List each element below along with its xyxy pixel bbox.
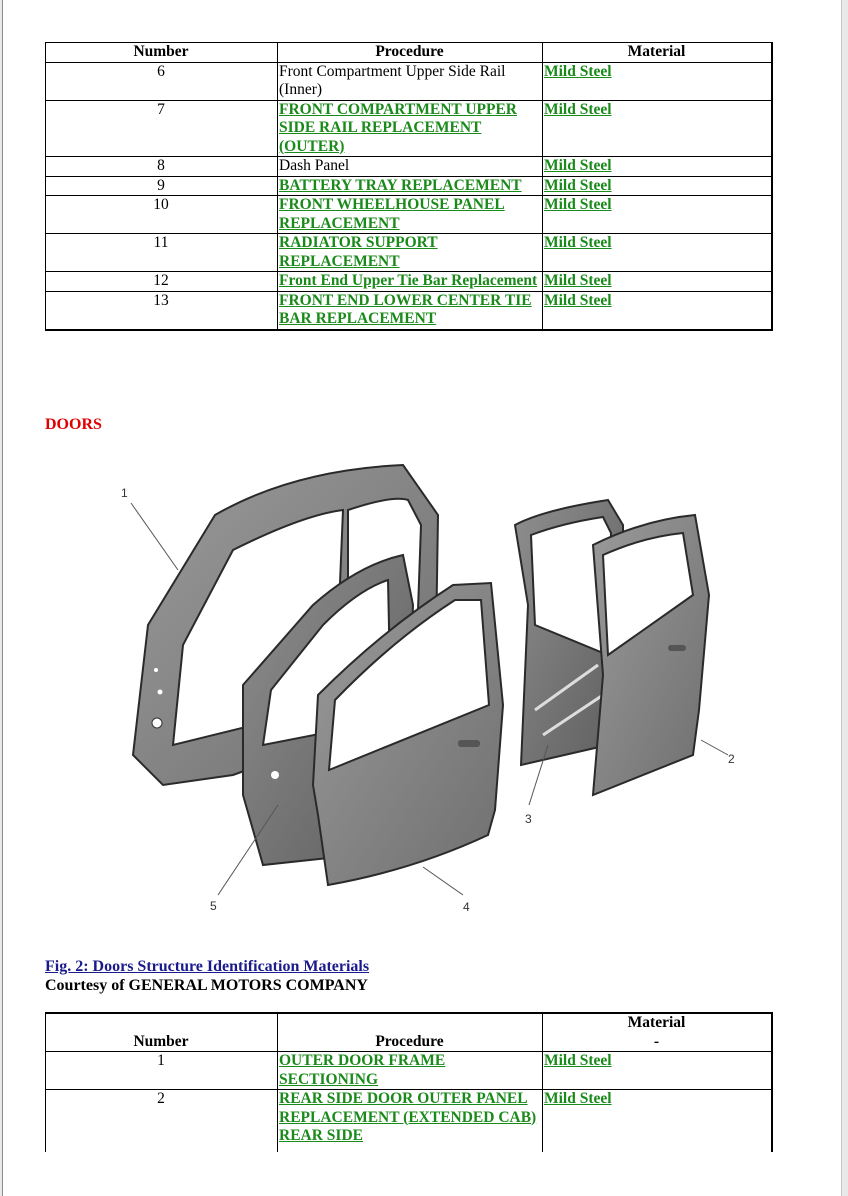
procedure-link[interactable]: Front End Upper Tie Bar Replacement bbox=[279, 272, 538, 289]
table-row bbox=[46, 157, 773, 177]
table-row bbox=[46, 291, 773, 330]
header-material-cell bbox=[543, 1013, 773, 1052]
figure-caption-link[interactable]: Fig. 2: Doors Structure Identification Materials bbox=[45, 958, 370, 975]
row-number: 8 bbox=[46, 157, 278, 177]
table-row bbox=[46, 234, 773, 272]
row-number: 6 bbox=[46, 62, 278, 100]
row-number: 12 bbox=[46, 272, 278, 292]
material-link[interactable]: Mild Steel bbox=[544, 100, 612, 118]
table-row bbox=[46, 1090, 773, 1153]
row-procedure: Front Compartment Upper Side Rail (Inner) bbox=[278, 62, 543, 100]
material-link[interactable]: Mild Steel bbox=[544, 272, 612, 289]
header-material-sub: - bbox=[653, 1032, 660, 1050]
table-row bbox=[46, 176, 773, 196]
table-header-row bbox=[46, 43, 773, 63]
materials-table-doors bbox=[45, 1012, 773, 1152]
material-link[interactable]: Mild Steel bbox=[544, 291, 612, 309]
callout-2: 2 bbox=[728, 752, 735, 766]
header-procedure: Procedure bbox=[278, 43, 543, 63]
header-material: Material bbox=[543, 43, 773, 63]
row-number: 2 bbox=[46, 1090, 278, 1153]
courtesy-line: Courtesy of GENERAL MOTORS COMPANY bbox=[45, 977, 368, 994]
procedure-link[interactable]: REAR SIDE DOOR OUTER PANEL REPLACEMENT (EXTENDED CAB) bbox=[279, 1090, 537, 1126]
procedure-link[interactable]: FRONT COMPARTMENT UPPER SIDE RAIL REPLACEMENT (OUTER) bbox=[279, 100, 517, 155]
callout-4: 4 bbox=[463, 900, 470, 914]
row-number: 11 bbox=[46, 234, 278, 272]
row-procedure: Dash Panel bbox=[278, 157, 543, 177]
material-link[interactable]: Mild Steel bbox=[544, 196, 612, 213]
table-row bbox=[46, 1052, 773, 1090]
table-row bbox=[46, 196, 773, 234]
header-number: Number bbox=[46, 1013, 278, 1052]
rear-door-outer bbox=[593, 515, 709, 795]
material-link[interactable]: Mild Steel bbox=[544, 234, 612, 251]
procedure-link[interactable]: FRONT WHEELHOUSE PANEL REPLACEMENT bbox=[279, 196, 505, 232]
table-row bbox=[46, 100, 773, 157]
row-number: 9 bbox=[46, 176, 278, 196]
material-link[interactable]: Mild Steel bbox=[544, 1090, 612, 1107]
table-header-row bbox=[46, 1013, 773, 1052]
row-number: 13 bbox=[46, 291, 278, 330]
document-page bbox=[2, 0, 842, 1196]
table-row bbox=[46, 272, 773, 292]
callout-3: 3 bbox=[525, 812, 532, 826]
figure-caption bbox=[45, 957, 369, 995]
procedure-link[interactable]: OUTER DOOR FRAME SECTIONING bbox=[279, 1052, 446, 1088]
materials-table-top bbox=[45, 42, 773, 331]
section-heading-doors: DOORS bbox=[45, 416, 102, 433]
callout-1: 1 bbox=[121, 486, 128, 500]
doors-structure-illustration bbox=[103, 455, 763, 915]
procedure-link-extra[interactable]: REAR SIDE bbox=[279, 1127, 363, 1144]
header-number: Number bbox=[46, 43, 278, 63]
material-link[interactable]: Mild Steel bbox=[544, 62, 612, 80]
callout-5: 5 bbox=[210, 899, 217, 913]
procedure-link[interactable]: RADIATOR SUPPORT REPLACEMENT bbox=[279, 234, 438, 270]
material-link[interactable]: Mild Steel bbox=[544, 176, 612, 194]
material-link[interactable]: Mild Steel bbox=[544, 1052, 612, 1069]
row-number: 7 bbox=[46, 100, 278, 157]
procedure-link[interactable]: BATTERY TRAY REPLACEMENT bbox=[279, 176, 522, 194]
header-material: Material bbox=[627, 1014, 686, 1031]
header-procedure: Procedure bbox=[278, 1013, 543, 1052]
table-row bbox=[46, 62, 773, 100]
material-link[interactable]: Mild Steel bbox=[544, 157, 612, 174]
row-number: 10 bbox=[46, 196, 278, 234]
procedure-link[interactable]: FRONT END LOWER CENTER TIE BAR REPLACEMENT bbox=[279, 291, 532, 327]
row-number: 1 bbox=[46, 1052, 278, 1090]
